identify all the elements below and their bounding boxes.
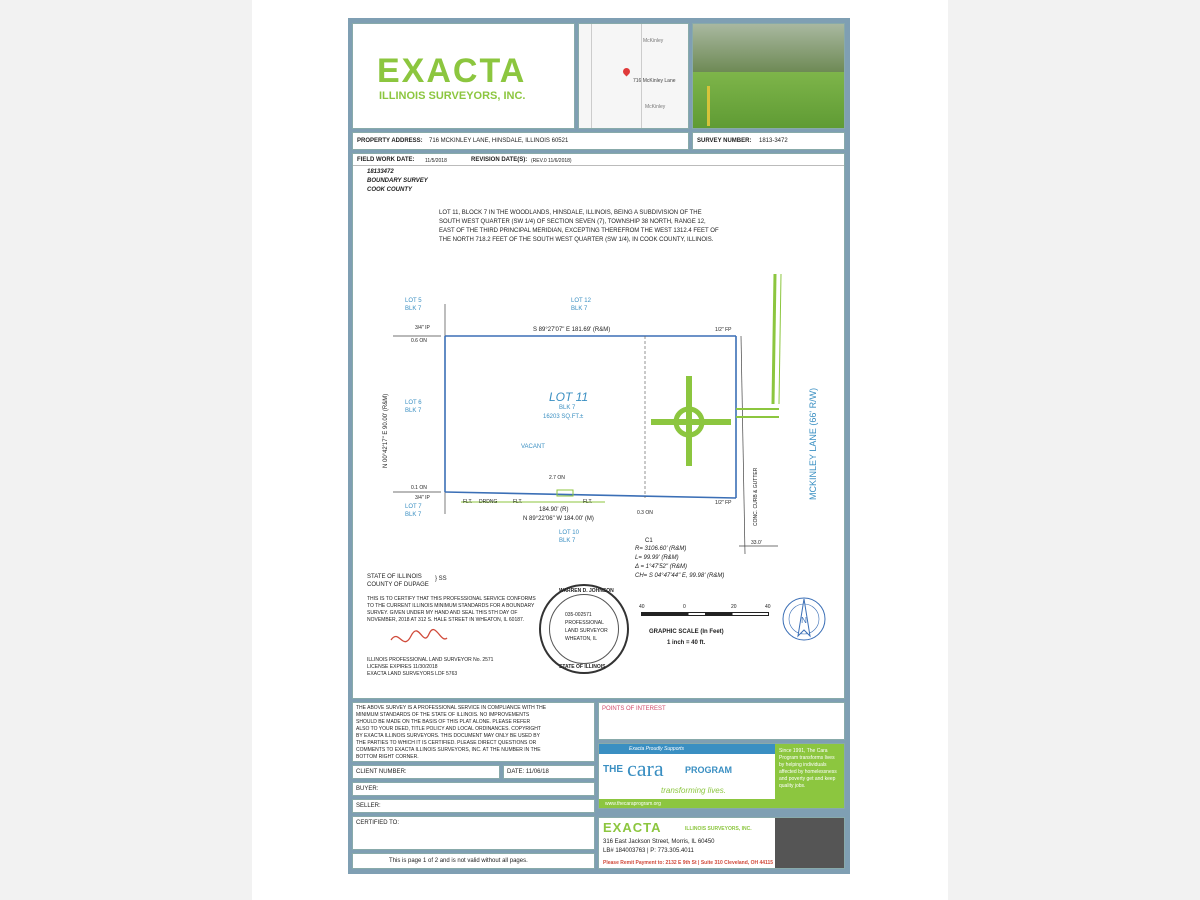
survey-number-box [692,132,845,150]
contact-phone: LB# 184003763 | P: 773.305.4011 [603,848,694,854]
curb-line [773,274,775,404]
survey-number: 1813-3472 [759,138,788,144]
ad-the: THE [603,764,623,775]
map-pin-icon [622,67,632,77]
fence-label: FLT. [463,499,473,505]
lot-title-block: BLK 7 [559,405,576,411]
boundary-south [445,492,736,498]
ad-tagline-bar [599,744,775,754]
corner-nw: 3/4" IP [415,325,430,331]
property-photo [692,23,845,129]
page-note: This is page 1 of 2 and is not valid without all pages. [389,858,528,864]
curve-chord: CH= S 04°47'44" E, 99.98' (R&M) [635,573,725,579]
map-road-label: McKinley [645,104,666,110]
offset-s1: 2.7 ON [549,475,565,481]
date-field [503,765,595,779]
disclaimer-line: BOTTOM RIGHT CORNER. [356,754,419,760]
logo-main: EXACTA [377,52,527,90]
curb-label: CONC. CURB & GUTTER [753,467,759,526]
seller-label: SELLER: [356,803,381,809]
ad-url: www.thecaraprogram.org [605,801,661,807]
dimension-33: 33.0' [751,540,762,546]
legal-line: SOUTH WEST QUARTER (SW 1/4) OF SECTION SEVEN (7), TOWNSHIP 38 NORTH, RANGE 12, [439,219,706,225]
scale-title: GRAPHIC SCALE (In Feet) [649,629,724,635]
vacant-label: VACANT [521,444,545,450]
right-margin [948,0,1200,900]
surveyor-license-number: ILLINOIS PROFESSIONAL LAND SURVEYOR No. 2571 [367,657,494,663]
ad-side-text: Since 1991, The Cara Program transforms lives by helping individuals affected by homelessness and poverty get and keep quality jobs. [779,748,837,789]
curb-line [779,274,781,404]
west-line-bearing: N 00°42'17" E 90.00' (R&M) [383,393,389,468]
survey-county: COOK COUNTY [367,187,412,193]
cert-text: SURVEY. GIVEN UNDER MY HAND AND SEAL THIS 5TH DAY OF [367,610,518,616]
scale-tick: 40 [639,604,645,610]
seal-inner-text: WHEATON, IL [565,636,598,642]
cert-text: TO THE CURRENT ILLINOIS MINIMUM STANDARDS FOR A BOUNDARY [367,603,535,609]
property-address: 716 MCKINLEY LANE, HINSDALE, ILLINOIS 60521 [429,138,569,144]
disclaimer-line: BY EXACTA ILLINOIS SURVEYORS. THIS DOCUMENT MAY ONLY BE USED BY [356,733,540,739]
cert-text: THIS IS TO CERTIFY THAT THIS PROFESSIONAL SERVICE CONFORMS [367,596,536,602]
seal-inner-text: LAND SURVEYOR [565,628,608,634]
fence-label: FLT. [583,499,593,505]
certified-to-field [352,816,595,850]
scale-tick: 20 [731,604,737,610]
curve-length: L= 99.99' (R&M) [635,555,679,561]
date-label: DATE: 11/06/18 [507,769,549,775]
contact-box [598,817,845,869]
page-note-box [352,853,595,869]
north-arrow-icon [781,596,827,642]
contact-logo-sub: ILLINOIS SURVEYORS, INC. [685,826,752,832]
map-road [641,24,642,129]
curve-radius: R= 3106.60' (R&M) [635,546,687,552]
firm-license: EXACTA LAND SURVEYORS LDF 5763 [367,671,458,677]
surveyor-seal [539,584,629,674]
offset-s2: 0.3 ON [637,510,653,516]
field-work-value: 11/5/2018 [425,158,447,164]
fence-label: FLT. [513,499,523,505]
cert-state: STATE OF ILLINOIS [367,574,422,580]
disclaimer-line: SHOULD BE MADE ON THE BASIS OF THIS PLAT ALONE. PLEASE REFER [356,719,531,725]
map-pin-label: 716 McKinley Lane [633,78,676,84]
ad-tagline: Exacta Proudly Supports [629,746,685,752]
property-address-box [352,132,689,150]
seal-state: STATE OF ILLINOIS [559,664,606,670]
license-expiration: LICENSE EXPIRES 11/30/2018 [367,664,438,670]
lot-label: LOT 10 [559,530,579,536]
lot-block: BLK 7 [405,408,422,414]
south-line-measured: N 89°22'06" W 184.00' (M) [523,516,594,522]
disclaimer-line: THE PARTIES TO WHICH IT IS CERTIFIED. PLEASE DIRECT QUESTIONS OR [356,740,537,746]
disclaimer-line: ALSO TO YOUR DEED, TITLE POLICY AND LOCAL ORDINANCES. COPYRIGHT [356,726,541,732]
offset-nw: 0.6 ON [411,338,427,344]
logo-panel [352,23,575,129]
legal-line: LOT 11, BLOCK 7 IN THE WOODLANDS, HINSDALE, ILLINOIS, BEING A SUBDIVISION OF THE [439,210,702,216]
scale-ratio: 1 inch = 40 ft. [667,640,706,646]
cara-program-ad [598,743,845,809]
seal-inner-text: PROFESSIONAL [565,620,604,626]
survey-sheet [348,18,850,874]
cert-ss: } SS [435,576,447,582]
contact-logo-main: EXACTA [603,820,662,835]
points-of-interest-label: POINTS OF INTEREST [602,706,666,712]
buyer-field [352,782,595,796]
corner-se: 1/2" FP [715,500,732,506]
offset-sw: 0.1 ON [411,485,427,491]
fence-label: DRDNG [479,499,498,505]
south-line-record: 184.90' (R) [539,507,569,513]
ad-side-panel [775,744,845,809]
plat-area [352,153,845,699]
cert-county: COUNTY OF DUPAGE [367,582,429,588]
survey-id-number: 18133472 [367,169,394,175]
svg-text:N: N [801,616,807,625]
field-work-label: FIELD WORK DATE: [357,157,415,163]
scale-bar [641,612,769,616]
scale-tick: 0 [683,604,686,610]
lot-block: BLK 7 [571,306,588,312]
revision-label: REVISION DATE(S): [471,157,528,163]
seal-inner-text: 035-002571 [565,612,592,618]
certified-to-label: CERTIFIED TO: [356,820,400,826]
survey-type: BOUNDARY SURVEY [367,178,428,184]
street-name: MCKINLEY LANE (66' R/W) [808,387,818,500]
disclaimer-line: THE ABOVE SURVEY IS A PROFESSIONAL SERVICE IN COMPLIANCE WITH THE [356,705,547,711]
disclaimer-line: COMMENTS TO EXACTA ILLINOIS SURVEYORS, INC. AT THE NUMBER IN THE [356,747,541,753]
property-address-label: PROPERTY ADDRESS: [357,138,423,144]
lot-label: LOT 7 [405,504,422,510]
remit-address: Please Remit Payment to: 2132 E 9th St | Suite 310 Cleveland, OH 44115 [603,860,774,866]
lot-title: LOT 11 [549,390,589,404]
seal-name: WARREN D. JOHNSON [559,588,614,594]
map-road-label: McKinley [643,38,664,44]
points-of-interest-box [598,702,845,740]
corner-ne: 1/2" FP [715,327,732,333]
cert-text: NOVEMBER, 2018 AT 312 S. HALE STREET IN WHEATON, IL 60187. [367,617,525,623]
survey-number-label: SURVEY NUMBER: [697,138,752,144]
ad-motto: transforming lives. [661,786,726,795]
lot-block: BLK 7 [405,306,422,312]
photo-trees [693,24,845,72]
ad-cara: cara [627,756,664,781]
surveyor-signature [389,624,449,656]
lot-label: LOT 6 [405,400,422,406]
curve-delta: Δ = 1°47'52" (R&M) [635,564,687,570]
map-road [591,24,592,129]
lot-label: LOT 12 [571,298,591,304]
photo-stake [707,86,710,126]
client-number-label: CLIENT NUMBER: [356,769,407,775]
legal-line: EAST OF THE THIRD PRINCIPAL MERIDIAN, EXCEPTING THEREFROM THE WEST 1312.4 FEET OF [439,228,719,234]
lot-area: 16203 SQ.FT.± [543,414,584,420]
photo-lawn [693,72,845,129]
scale-tick: 40 [765,604,771,610]
revision-value: (REV.0 11/6/2018) [531,158,572,164]
logo-sub: ILLINOIS SURVEYORS, INC. [379,90,526,102]
street-line [741,336,745,554]
disclaimer-box [352,702,595,762]
seller-field [352,799,595,813]
client-number-field [352,765,500,779]
disclaimer-line: MINIMUM STANDARDS OF THE STATE OF ILLINOIS. NO IMPROVEMENTS [356,712,530,718]
location-map [578,23,689,129]
lot-block: BLK 7 [559,538,576,544]
buyer-label: BUYER: [356,786,379,792]
curve-label: C1 [645,538,653,544]
legal-line: THE NORTH 718.2 FEET OF THE SOUTH WEST QUARTER (SW 1/4), IN COOK COUNTY, ILLINOIS. [439,237,714,243]
corner-sw: 3/4" IP [415,495,430,501]
lot-label: LOT 5 [405,298,422,304]
north-line-bearing: S 89°27'07" E 181.69' (R&M) [533,327,611,333]
contact-address: 316 East Jackson Street, Morris, IL 60450 [603,839,715,845]
lot-block: BLK 7 [405,512,422,518]
ad-program: PROGRAM [685,765,732,775]
left-margin [0,0,252,900]
